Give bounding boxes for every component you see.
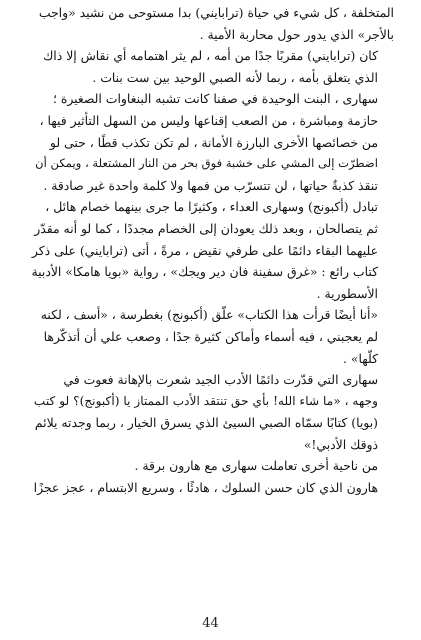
- text-line: من خصائصها الأخرى البارزة الأمانة ، لم تكن تكذب قطًا ، حتى لو: [49, 134, 378, 150]
- text-line: تبادل (أكبونج) وسهارى العداء ، وكثيرًا ما جرى بينهما خصام هائل ،: [45, 199, 378, 215]
- text-line: «أنا أيضًا قرأت هذا الكتاب» علّق (أكبونج) بغطرسة ، «أسف ، لكنه: [40, 307, 378, 323]
- paragraph: [30, 369, 394, 455]
- paragraph: [30, 45, 394, 88]
- text-line: كلّها» .: [343, 350, 378, 366]
- text-line: كان (ترابايني) مقربًا جدًا من أمه ، لم يثر اهتمامه أي نقاش إلا ذاك: [43, 48, 378, 64]
- paragraph: [30, 2, 394, 45]
- text-line: اضطرّت إلى المشي على خشبة فوق بحر من النار المشتعلة ، ويمكن أن: [35, 156, 378, 171]
- text-line: الذي يتعلق بأمه ، ربما لأنه الصبي الوحيد بين ست بنات .: [92, 69, 378, 85]
- text-line: حازمة ومباشرة ، من الصعب إقناعها وليس من السهل التأثير فيها ،: [39, 112, 378, 128]
- text-line: كتاب رائع : «غرق سفينة فان دير ويجك» ، رواية «بويا هامكا» الأدبية: [31, 264, 378, 280]
- text-line: عليهما البقاء دائمًا على طرفي نقيض ، مرةً ، أتى (ترابايني) على ذكر: [31, 242, 378, 258]
- text-line: بالأجر» الذي يدور حول محاربة الأمية .: [199, 26, 394, 42]
- text-line: سهارى التي قدّرت دائمًا الأدب الجيد شعرت بالإهانة فعوت في: [63, 372, 378, 388]
- paragraph: [30, 88, 394, 196]
- text-line: سهارى ، البنت الوحيدة في صفنا كانت تشبه البنغاوات الصغيرة ؛: [52, 91, 378, 107]
- text-line: وجهه ، «ما شاء الله! بأي حق تنتقد الأدب الممتاز يا (أكبونج)؟ لو كتب: [33, 393, 378, 408]
- text-line: ثم يتصالحان ، وبعد ذلك يعودان إلى الخصام مجددًا ، كما لو أنه مقدّر: [34, 220, 378, 236]
- paragraph: [30, 455, 394, 477]
- paragraph: [30, 304, 394, 369]
- text-line: لم يعجبني ، فيه أسماء وأماكن كثيرة جدًا ، وصعب علي أن أتذكّرها: [43, 328, 378, 344]
- text-line: من ناحية أخرى تعاملت سهارى مع هارون برقة .: [134, 458, 378, 474]
- page-number: 44: [202, 616, 219, 631]
- text-line: (بويا) كتابًا سمّاه الصبي السيئ الذي يسرق الخيار ، ربما وجدته يلائم: [34, 415, 378, 431]
- text-line: هارون الذي كان حسن السلوك ، هادئًا ، وسريع الابتسام ، عجز عجزًا: [33, 480, 378, 496]
- text-line: ذوقك الأدبي!»: [303, 436, 378, 452]
- text-line: المتخلفة ، كل شيء في حياة (ترابايني) بدا مستوحى من نشيد «واجب: [38, 5, 394, 20]
- text-line: تنقذ كذبةٌ حياتها ، لن تتسرّب من فمها ولا كلمة واحدة غير صادقة .: [43, 177, 378, 193]
- text-line: الأسطورية .: [316, 285, 378, 301]
- paragraph: [30, 196, 394, 304]
- paragraph: [30, 477, 394, 499]
- body-text: [30, 2, 394, 499]
